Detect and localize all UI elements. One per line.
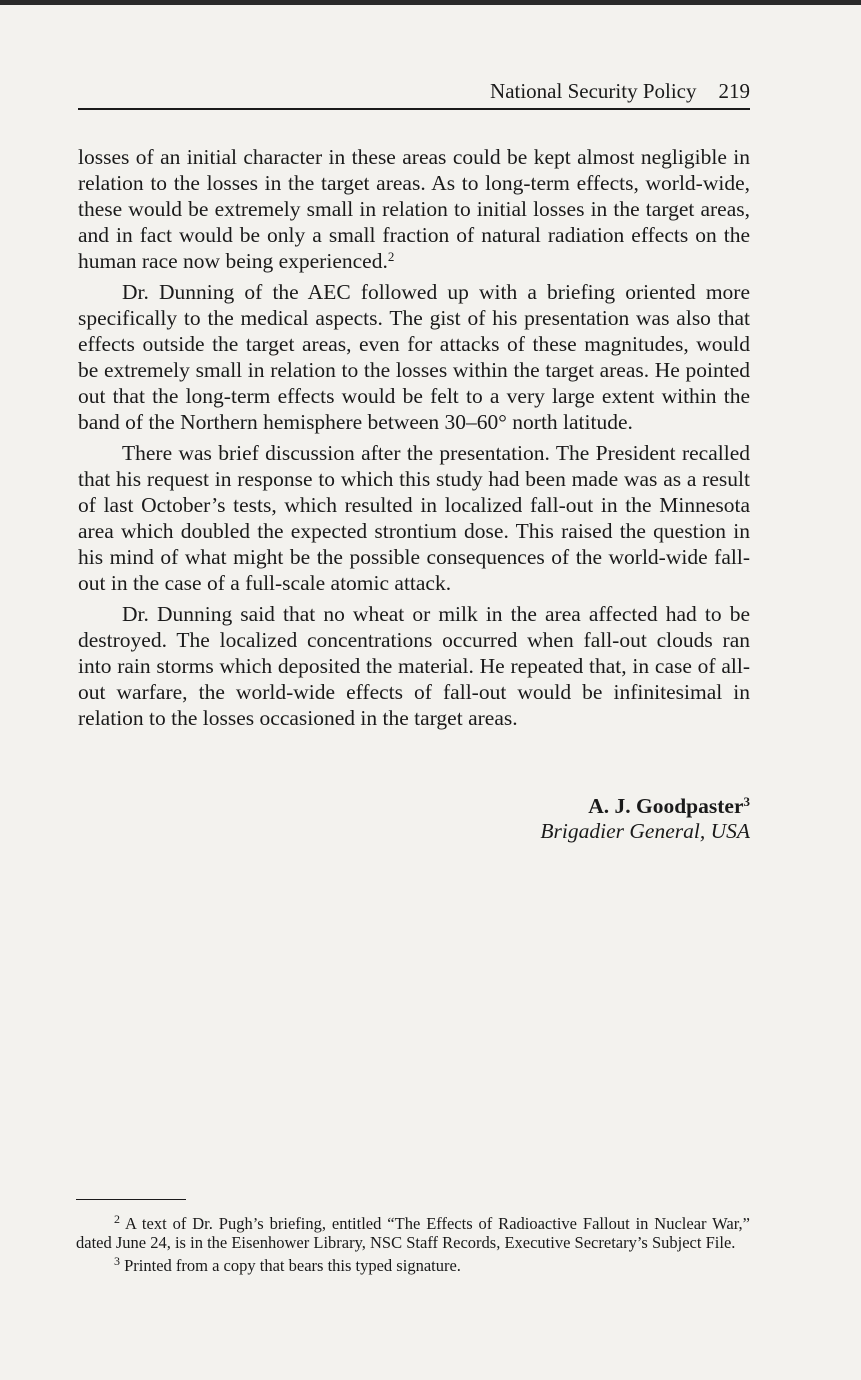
running-head-title: National Security Policy (490, 79, 697, 103)
signatory-name: A. J. Goodpaster (588, 794, 744, 818)
paragraph-4: Dr. Dunning said that no wheat or milk in the area affected had to be destroyed. The localized concentrations occurred when fall-out clouds ran into rain storms which deposited the material. He repeated that, in case of all-out warfare, the world-wide effects of fall-out would be infinitesimal in relation to the losses occasioned in the target areas. (78, 602, 750, 730)
paragraph-1-text: losses of an initial character in these areas could be kept almost negligible in relation to the losses in the target areas. As to long-term effects, world-wide, these would be extremely small in relation to initial losses in the target areas, and in fact would be only a small fraction of natural radiation effects on the human race now being experienced. (78, 145, 750, 273)
footnote-2-text: A text of Dr. Pugh’s briefing, entitled “The Effects of Radioactive Fallout in Nuclear War,” dated June 24, is in the Eisenhower Library, NSC Staff Records, Executive Secretary’s Subject File. (76, 1214, 751, 1252)
signatory-name-line (78, 794, 750, 819)
signature-block (78, 794, 750, 844)
scan-top-edge (0, 0, 861, 5)
footnote-3-marker: 3 (114, 1254, 120, 1268)
footnotes (76, 1214, 750, 1279)
paragraph-2: Dr. Dunning of the AEC followed up with a briefing oriented more specifically to the medical aspects. The gist of his presentation was also that effects outside the target areas, even for attacks of these magnitudes, would be extremely small in relation to the losses within the target areas. He pointed out that the long-term effects would be felt to a very large extent within the band of the Northern hemisphere between 30–60° north latitude. (78, 280, 750, 434)
footnote-2 (76, 1214, 750, 1252)
body-text (78, 144, 750, 736)
footnote-ref-3: 3 (743, 794, 750, 809)
footnote-ref-2: 2 (387, 249, 395, 264)
footnote-2-marker: 2 (114, 1212, 120, 1226)
signatory-title: Brigadier General, USA (540, 819, 750, 843)
paragraph-1 (78, 144, 750, 274)
running-head (78, 78, 750, 110)
footnote-3 (76, 1256, 750, 1275)
footnote-3-text: Printed from a copy that bears this typed signature. (124, 1256, 461, 1275)
footnote-divider (76, 1199, 186, 1200)
paragraph-3: There was brief discussion after the presentation. The President recalled that his request in response to which this study had been made was as a result of last October’s tests, which resulted in localized fall-out in the Minnesota area which doubled the expected strontium dose. This raised the question in his mind of what might be the possible consequences of the world-wide fall-out in the case of a full-scale atomic attack. (78, 441, 750, 595)
page-number: 219 (718, 79, 750, 103)
